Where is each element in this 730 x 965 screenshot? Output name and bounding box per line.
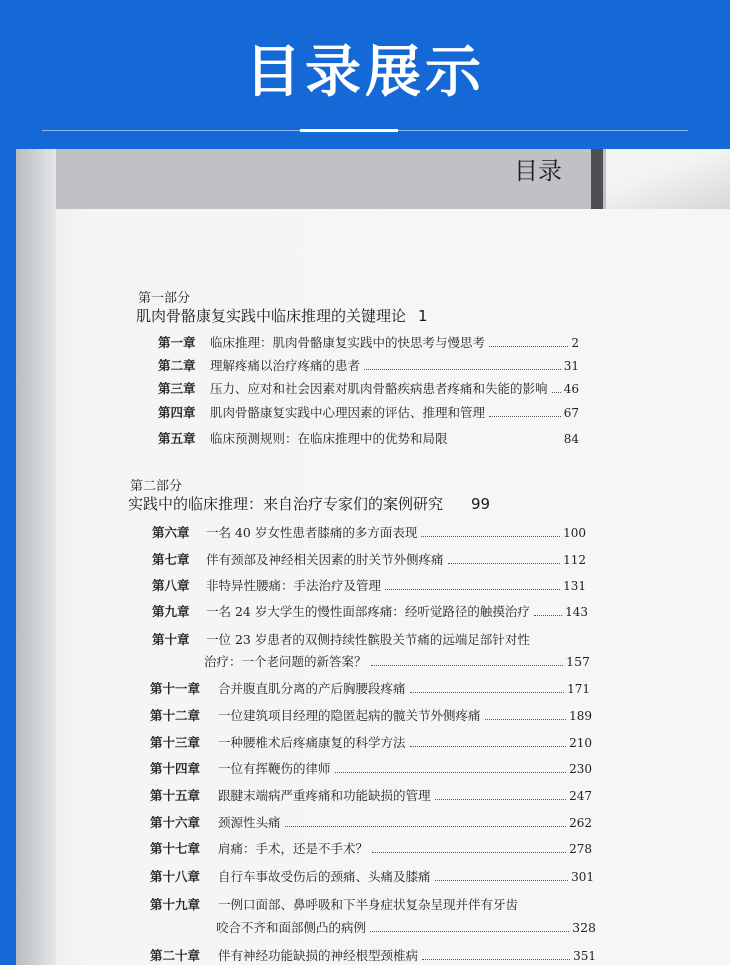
toc-entry: 第七章 伴有颈部及神经相关因素的肘关节外侧疼痛 112 [152,552,586,567]
toc-entry: 第十五章 跟腱末端病严重疼痛和功能缺损的管理 247 [150,788,592,803]
toc-entry: 第五章 临床预测规则：在临床推理中的优势和局限 84 [158,431,579,446]
book-page [16,149,730,965]
toc-entry: 第十章 一位 23 岁患者的双侧持续性髌股关节痛的远端足部针对性 [152,632,530,647]
table-of-contents [16,149,730,965]
banner-title: 目录展示 [245,40,485,105]
toc-entry: 第二章 理解疼痛以治疗疼痛的患者 31 [158,358,579,373]
toc-entry-continuation: 治疗：一个老问题的新答案？ 157 [204,654,590,669]
page-header-title: 目录 [514,157,562,185]
toc-entry: 第十六章 颈源性头痛 262 [150,815,592,830]
toc-entry: 第十三章 一种腰椎术后疼痛康复的科学方法 210 [150,735,592,750]
toc-entry-continuation: 咬合不齐和面部侧凸的病例 328 [216,920,596,935]
part-title: 肌肉骨骼康复实践中临床推理的关键理论 1 [136,307,428,325]
toc-entry: 第八章 非特异性腰痛：手法治疗及管理 131 [152,578,586,593]
toc-entry: 第一章 临床推理：肌肉骨骼康复实践中的快思考与慢思考 2 [158,335,579,350]
toc-entry: 第十二章 一位建筑项目经理的隐匿起病的髋关节外侧疼痛 189 [150,708,592,723]
toc-entry: 第九章 一名 24 岁大学生的慢性面部疼痛：经听觉路径的触摸治疗 143 [152,604,588,619]
toc-entry: 第三章 压力、应对和社会因素对肌肉骨骼疾病患者疼痛和失能的影响 46 [158,381,579,396]
toc-entry: 第十一章 合并腹直肌分离的产后胸腰段疼痛 171 [150,681,590,696]
toc-entry: 第六章 一名 40 岁女性患者膝痛的多方面表现 100 [152,525,586,540]
toc-entry: 第十四章 一位有挥鞭伤的律师 230 [150,761,592,776]
part-title: 实践中的临床推理：来自治疗专家们的案例研究 99 [128,495,491,513]
banner-divider-accent [300,129,398,132]
toc-entry: 第十九章 一例口面部、鼻呼吸和下半身症状复杂呈现并伴有牙齿 [150,897,519,912]
toc-entry: 第十八章 自行车事故受伤后的颈痛、头痛及膝痛 301 [150,869,594,884]
toc-entry: 第四章 肌肉骨骼康复实践中心理因素的评估、推理和管理 67 [158,405,579,420]
toc-entry: 第二十章 伴有神经功能缺损的神经根型颈椎病 351 [150,948,596,963]
part-label: 第一部分 [138,291,191,306]
toc-entry: 第十七章 肩痛：手术，还是不手术？ 278 [150,841,592,856]
part-label: 第二部分 [130,479,183,494]
